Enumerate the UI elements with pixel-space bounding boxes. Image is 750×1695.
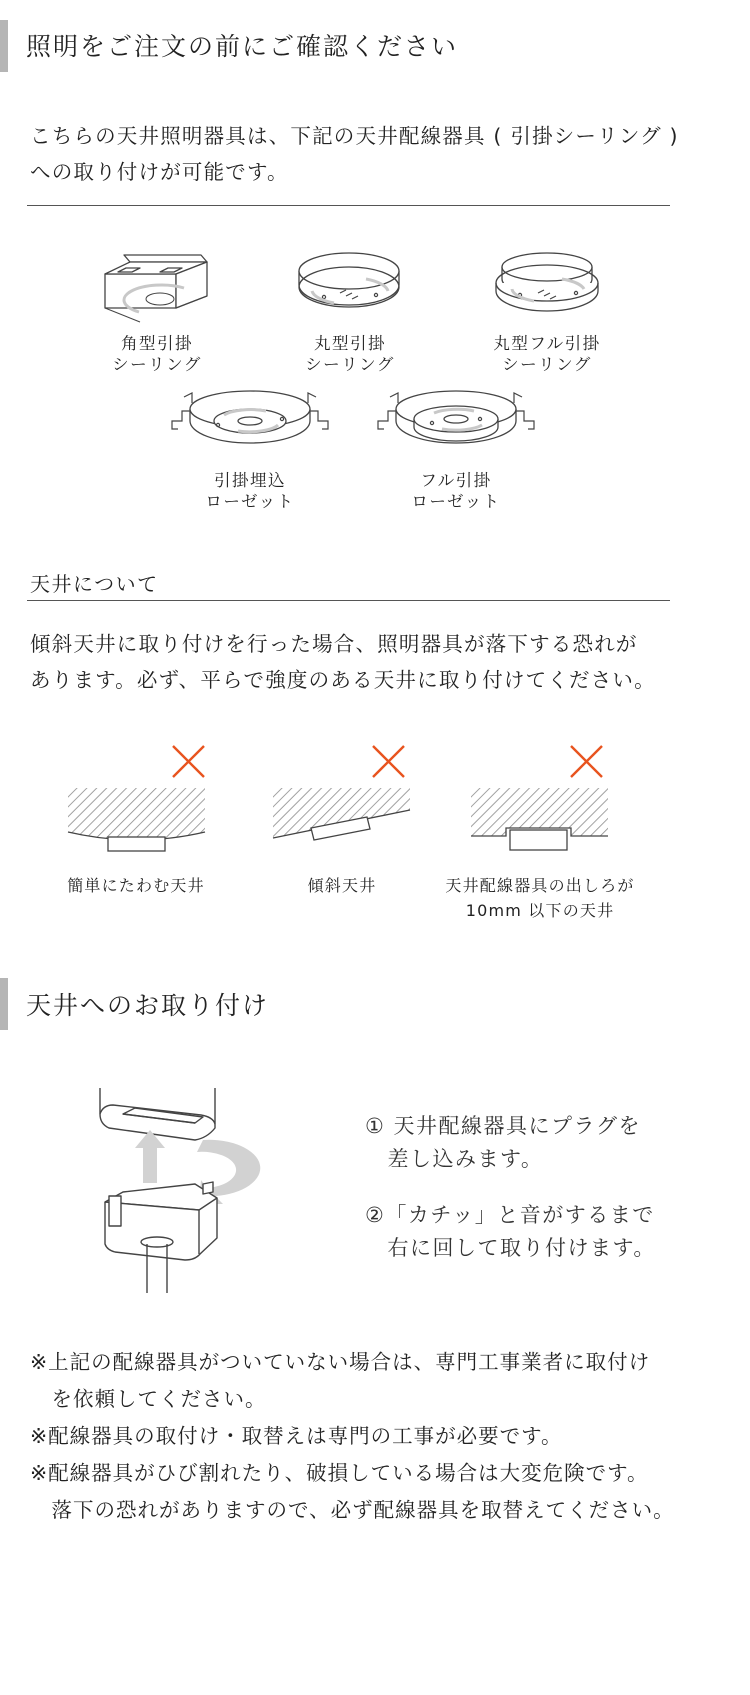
ceiling-warning-text (30, 626, 656, 698)
section-title-order-check: 照明をご注文の前にご確認ください (26, 32, 459, 61)
divider-intro (27, 205, 670, 206)
x-mark-icon (373, 746, 404, 777)
fixture-label-square-hook-ceiling: 角型引掛 シーリング (112, 334, 202, 374)
intro-text (30, 118, 679, 190)
divider-ceiling (27, 600, 670, 601)
full-hook-rosette-illustration (374, 389, 539, 459)
fixture-label-embedded-hook-rosette: 引掛埋込 ローゼット (205, 471, 295, 511)
embedded-hook-rosette-illustration (168, 389, 333, 459)
note-1: ※上記の配線器具がついていない場合は、専門工事業者に取付け を依頼してください。 (30, 1350, 651, 1411)
x-mark-icon (571, 746, 602, 777)
fixture-label-round-full-hook-ceiling: 丸型フル引掛 シーリング (493, 334, 601, 374)
ceiling-heading: 天井について (30, 572, 159, 596)
section-accent-bar (0, 978, 8, 1030)
section-title-installation: 天井へのお取り付け (26, 991, 270, 1020)
install-step-2: ②「カチッ」と音がするまで 右に回して取り付けます。 (365, 1203, 656, 1260)
round-hook-ceiling-illustration (294, 249, 404, 319)
intro-line-1: こちらの天井照明器具は、下記の天井配線器具 ( 引掛シーリング ) (30, 124, 679, 148)
x-mark-icon (173, 746, 204, 777)
intro-line-2: への取り付けが可能です。 (30, 160, 289, 184)
note-2: ※配線器具の取付け・取替えは専門の工事が必要です。 (30, 1424, 563, 1448)
sagging-ceiling-illustration (65, 740, 215, 855)
installation-illustration (95, 1088, 275, 1293)
note-3: ※配線器具がひび割れたり、破損している場合は大変危険です。 落下の恐れがありますので、必ず配線器具を取替えてください。 (30, 1461, 675, 1522)
shallow-fixture-ceiling-illustration (468, 740, 618, 855)
ceiling-case-label-shallow: 天井配線器具の出しろが 10mm 以下の天井 (445, 876, 635, 920)
fixture-label-full-hook-rosette: フル引掛 ローゼット (411, 471, 501, 511)
round-full-hook-ceiling-illustration (492, 249, 602, 319)
ceiling-warning-line-2: あります。必ず、平らで強度のある天井に取り付けてください。 (30, 668, 656, 692)
ceiling-case-label-sagging: 簡単にたわむ天井 (67, 876, 205, 895)
ceiling-case-label-sloped: 傾斜天井 (307, 876, 377, 895)
square-hook-ceiling-illustration (100, 248, 220, 328)
section-accent-bar (0, 20, 8, 72)
fixture-label-round-hook-ceiling: 丸型引掛 シーリング (305, 334, 395, 374)
ceiling-warning-line-1: 傾斜天井に取り付けを行った場合、照明器具が落下する恐れが (30, 632, 638, 656)
install-step-1: ① 天井配線器具にプラグを 差し込みます。 (365, 1114, 642, 1171)
sloped-ceiling-illustration (270, 740, 420, 855)
